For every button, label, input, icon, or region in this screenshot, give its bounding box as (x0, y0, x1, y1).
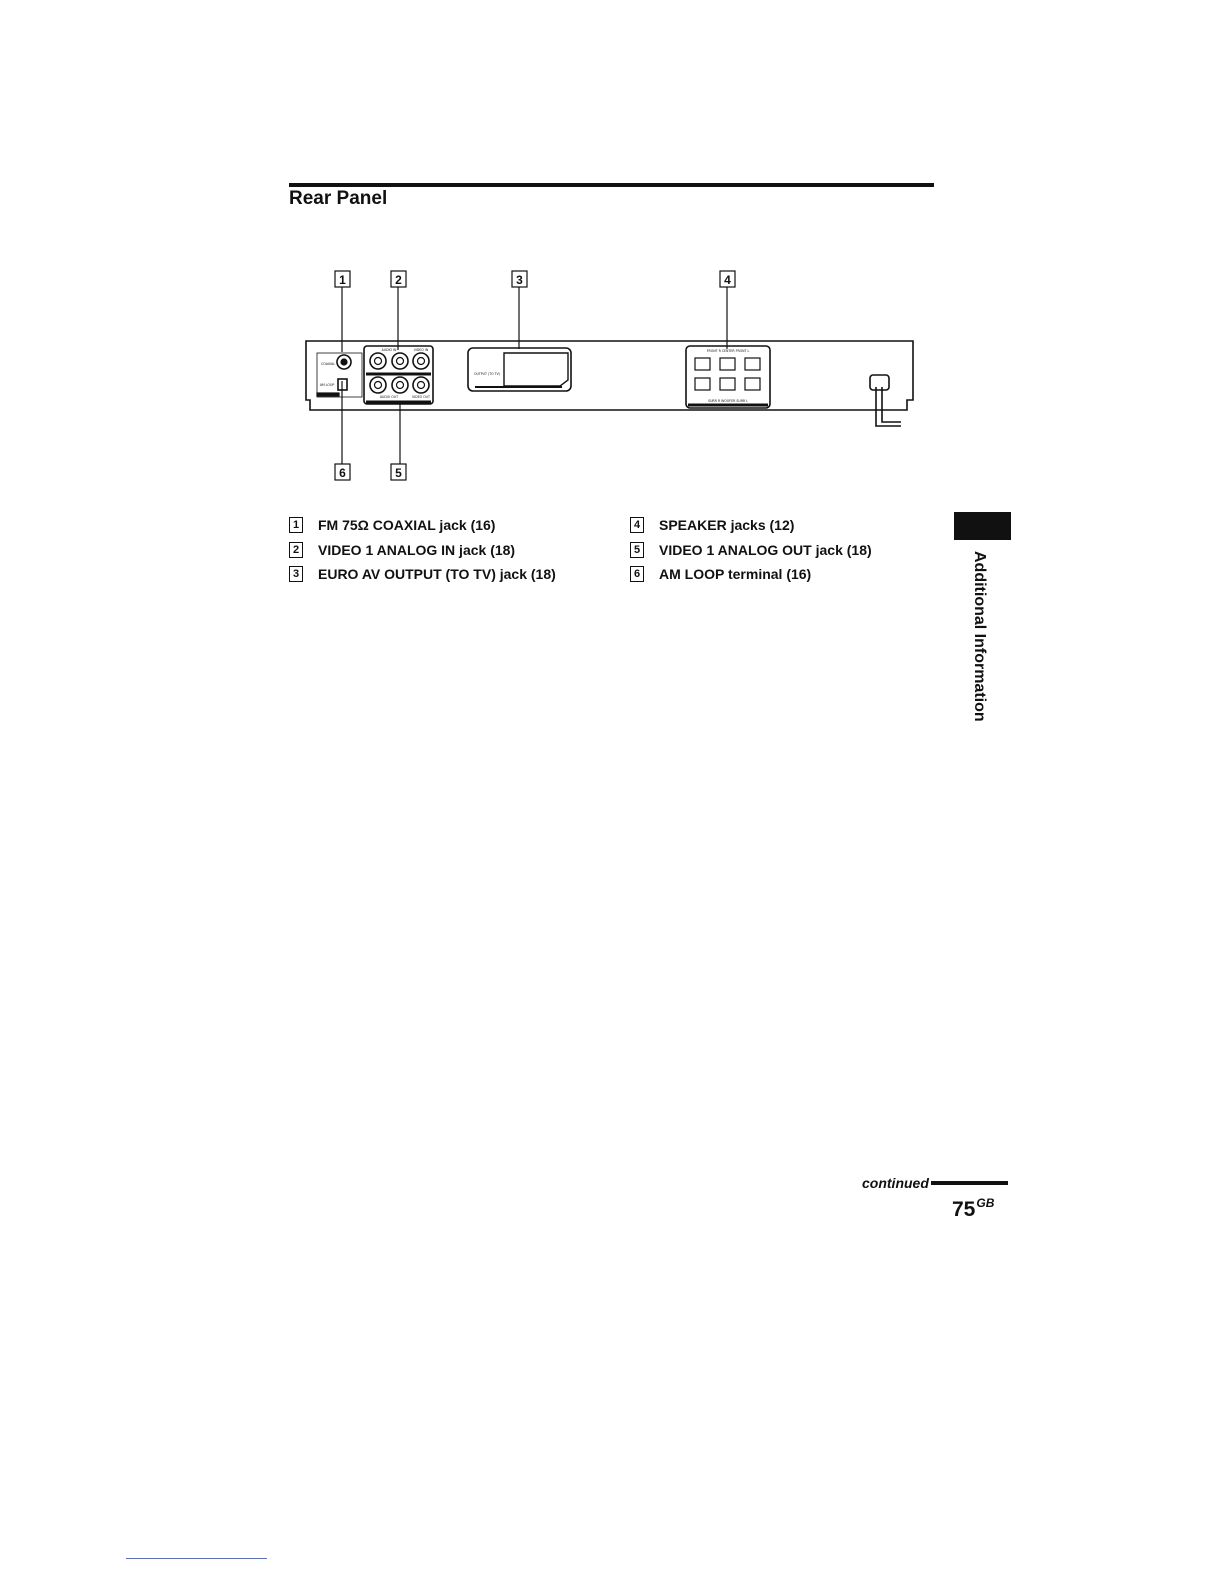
label-speaker-top: FRONT R CENTER FRONT L (706, 349, 750, 353)
legend-number: 2 (289, 542, 303, 558)
label-video-in: VIDEO IN (413, 348, 429, 352)
legend-number: 1 (289, 517, 303, 533)
label-audio-in: AUDIO IN (381, 348, 397, 352)
section-rule (289, 183, 934, 187)
legend-item (630, 562, 872, 587)
legend-number: 3 (289, 566, 303, 582)
label-audio-out: AUDIO OUT (379, 395, 399, 399)
footer-rule (126, 1558, 267, 1559)
legend-text: SPEAKER jacks (12) (659, 517, 795, 534)
euro-av-scart-jack (468, 348, 571, 391)
legend-text: EURO AV OUTPUT (TO TV) jack (18) (318, 566, 556, 583)
rear-panel-diagram (290, 262, 920, 492)
legend-text: FM 75Ω COAXIAL jack (16) (318, 517, 496, 534)
legend-item (630, 513, 872, 538)
continued-indicator (862, 1175, 1008, 1191)
page-number (952, 1196, 994, 1222)
callout-3: 3 (516, 273, 523, 287)
label-am-loop: AM LOOP (319, 383, 335, 387)
legend-text: VIDEO 1 ANALOG IN jack (18) (318, 541, 516, 558)
continued-text: continued (862, 1175, 929, 1191)
callout-2: 2 (395, 273, 402, 287)
legend-number: 5 (630, 542, 644, 558)
side-tab-label: Additional Information (971, 551, 988, 722)
label-speaker-bottom: SURR R WOOFER SURR L (708, 399, 748, 403)
section-title: Rear Panel (289, 188, 388, 209)
legend-item (289, 538, 556, 563)
legend-item (630, 538, 872, 563)
label-coaxial: COAXIAL (321, 362, 335, 366)
label-video-out: VIDEO OUT (412, 395, 430, 399)
legend-item (289, 562, 556, 587)
page-number-value: 75 (952, 1198, 976, 1221)
continued-line (931, 1181, 1008, 1185)
label-euro-av: OUTPUT (TO TV) (473, 372, 501, 376)
legend-text: VIDEO 1 ANALOG OUT jack (18) (659, 541, 872, 558)
legend-right-column (630, 513, 872, 587)
legend-left-column (289, 513, 556, 587)
page-number-suffix: GB (976, 1196, 995, 1210)
side-tab-marker (954, 512, 1011, 540)
legend-text: AM LOOP terminal (16) (659, 566, 812, 583)
power-cord-inlet (870, 375, 889, 390)
legend-number: 4 (630, 517, 644, 533)
callout-5: 5 (395, 466, 402, 480)
callout-1: 1 (339, 273, 346, 287)
legend-number: 6 (630, 566, 644, 582)
legend-item (289, 513, 556, 538)
callout-6: 6 (339, 466, 346, 480)
callout-4: 4 (724, 273, 731, 287)
